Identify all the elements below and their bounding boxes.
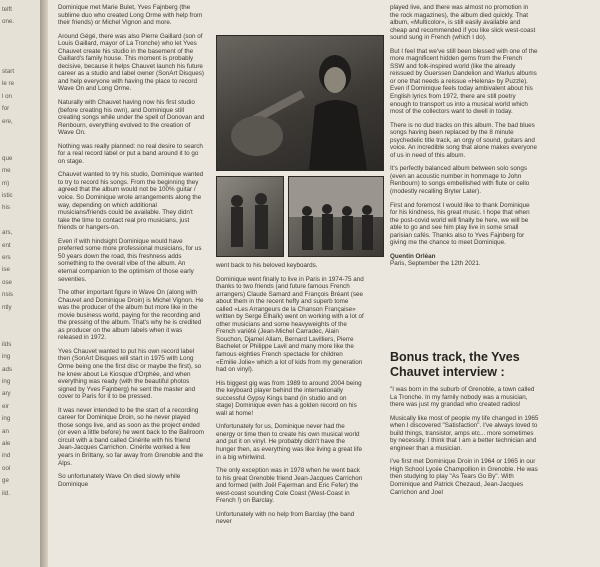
- facing-page-fragment: que: [2, 154, 13, 162]
- paragraph: played live, and there was almost no promotion in the rock magazines), the album died quickly. That album, «Multicolor», is still easily available and cheap and recommended if you like slick west-coast sound sung in French (which I do).: [390, 4, 536, 42]
- facing-page-fragment: start: [2, 68, 15, 75]
- facing-page-fragment: ads: [2, 365, 12, 373]
- facing-page-fragment: for: [2, 105, 10, 113]
- paragraph: It's perfectly balanced album between solo songs (even an acoustic number in hommage to John Renbourn) to songs embellished with flute or cello (modestly recalling Bryter Later).: [390, 165, 530, 196]
- facing-page-fragment: istic: [2, 192, 13, 199]
- facing-page-fragment: ers: [2, 254, 11, 261]
- paragraph: The other important figure in Wave On (along with Chauvet and Dominique Droin) is Michel Vignon. He was the producer of the album but more like in the movie business world, paying for the recording and the pressing of the album. That's why he is credited as producer on the album labels when it was released in 1972.: [58, 289, 204, 342]
- paragraph: Musically like most of people my life changed in 1965 when I discovered "Satisfaction". I've always loved to build things, transistor, amps etc... more sometimes by necessity. I think that I am a better technician and engineer than a musician.: [390, 414, 539, 452]
- paragraph: Dominique went finally to live in Paris in 1974-75 and thanks to two friends (and future famous French arrangers) Claude Samard and François Bréant (see about them in the recent hefty and superb tome called «Les Arrangeurs de la Chanson Française» written by Serge Elhaïk) went on working with a lot of other musicians and some heavyweights of the French variété (Jean-Michel Carradec, Alain Souchon, Djamel Allam, Bernard Lavilliers, Pierre Bachelet or Philippe Lavil and many more like the famous eighties French spectacle for children «Emilie Jolie» which a lot of kids from my generation had on vinyl).: [216, 275, 364, 374]
- paragraph: There is no dud tracks on this album. The bad blues songs having been replaced by the 8 minute psychedelic title track, an orgy of sound, guitars and voice. An incredible song that alone makes everyone of us in need of this album.: [390, 121, 538, 159]
- facing-page-fragment: ise: [2, 266, 10, 274]
- facing-page-fragment: me: [2, 167, 11, 175]
- facing-page-fragment: le re: [2, 80, 15, 88]
- paragraph: Unfortunately with no help from Barclay (the band never: [216, 510, 355, 526]
- paragraph: went back to his beloved keyboards.: [216, 262, 318, 269]
- facing-page-fragment: ge: [2, 477, 9, 485]
- paragraph: Chauvet wanted to try his studio, Dominique wanted to try to record his songs. From the beginning they agreed that the album would not be 100% guitar / voice. So Dominique wrote arrangements along the way, depending on which additional musicians/friends could be available. They didn't take the time to contact real pro musicians, just friends or hangers-on.: [58, 171, 204, 232]
- facing-page-fragment: ing: [2, 415, 11, 423]
- paragraph: His biggest gig was from 1989 to around 2004 being the keyboard player behind the internationally successful Gypsy Kings band (in studio and on stage) Dominique even has a golden record on his wall at home!: [216, 379, 362, 417]
- facing-page-fragment: eir: [2, 402, 9, 410]
- paragraph: Naturally with Chauvet having now his first studio (before creating his own), and Dominique still creating songs while under the spell of Donovan and Renbourn, everything evolved to the creation of Wave On.: [58, 99, 205, 137]
- facing-page-fragment: l on: [2, 92, 12, 100]
- text-column-2: [216, 262, 364, 532]
- paragraph: Unfortunately for us, Dominique never had the energy or time then to create his own musical world and put it on vinyl. He probably didn't have the hunger then, as everything was like living a great life in a big whirlwind.: [216, 423, 362, 461]
- paragraph: "I was born in the suburb of Grenoble, a town called La Tronche. In my family nobody was a musician, there was just my grandad who created radios!: [390, 386, 535, 409]
- facing-page-fragment: his: [2, 204, 10, 212]
- facing-page-fragment: ild.: [2, 489, 10, 497]
- facing-page-fragment: ing: [2, 378, 11, 385]
- facing-page-fragment: ilds: [2, 340, 12, 348]
- facing-page-fragment: ind: [2, 452, 11, 460]
- paragraph: But I feel that we've still been blessed with one of the more magnificent hidden gems from the French SSW and folk-inspired world (like the already reissued by Guerssen Dandelion and Warlus albums or one that needs a reissue «Helena» by Puzzle). Even if Dominique feels today ambivalent about his English lyrics from 1972, there are still poetry enough to transport us into a musical world which most of the collectors want to dwell in today.: [390, 47, 538, 116]
- paragraph: I've first met Dominique Droin in 1964 or 1965 in our High School Lycée Champollion in Grenoble. He was then studying to play "As Tears Go By". With Dominique and Patrick Chezaud, Jean-Jacques Carrichon and Joel: [390, 458, 538, 496]
- paragraph: Around Gégé, there was also Pierre Gaillard (son of Louis Gaillard, mayor of La Tronche) who let Yves Chauvet create his studio in the basement of the Gaillard's family house. This moment is probably decisive, because it helps Chauvet launch his future career as a studio and label owner (SonArt Disques) and help everyone with having the place to record Wave On and Long Orme.: [58, 32, 204, 93]
- paragraph: Even if with hindsight Dominique would have preferred some more professional musicians, for us 50 years down the road, this freshness adds something to the overall vibe of the album. An eternal companion to the optimism of those early seventies.: [58, 237, 202, 283]
- facing-page-fragment: ntly: [2, 303, 12, 311]
- photo-band-standing: [216, 176, 284, 257]
- facing-page-fragment: m): [2, 179, 10, 187]
- facing-page-fragment: an: [2, 427, 9, 435]
- facing-page-fragment: ere,: [2, 117, 13, 125]
- paragraph: Yves Chauvet wanted to put his own record label then (SonArt Disques will start in 1975 with Long Orme being one the first disc or maybe the first), so he knew about Le Kiosque d'Orphée, and when everything was ready (with the beautiful photos signed by Yves Fajnberg) he sent the master and cover to Paris for it to be pressed.: [58, 347, 202, 401]
- photo-figure-graphic: [217, 36, 383, 170]
- facing-page-fragment: one.: [2, 18, 15, 26]
- facing-page-fragment: telft: [2, 6, 12, 13]
- paragraph: First and foremost I would like to thank Dominique for his kindness, his great music. I hope that when the post-covid world will finally be here, we will be able to go and see him play live in some small parisian cafés. Thanks also to Yves Fajnberg for giving me the chance to meet Dominique.: [390, 201, 530, 247]
- facing-page-fragment: ing: [2, 353, 11, 361]
- paragraph: So unfortunately Wave On died slowly while Dominique: [58, 473, 181, 488]
- paragraph: The only exception was in 1978 when he went back to his great Grenoble friend Jean-Jacques Carrichon and formed (with Joël Fajerman and Eric Fefer) the west-coast sounding Cole Coast (West-Coast in French !) on Barclay.: [216, 467, 363, 505]
- photo-group-outdoors: [288, 176, 384, 257]
- facing-page-fragment: ary: [2, 390, 11, 398]
- photo-musician-with-guitar: [216, 35, 384, 171]
- previous-page-edge: [0, 0, 41, 567]
- author-date: Paris, September the 12th 2021.: [390, 260, 481, 268]
- facing-page-fragment: ale: [2, 440, 11, 447]
- paragraph: Dominique met Marie Bulet, Yves Fajnberg (the sublime duo who created Long Orme with help from their friends) or Michel Vignon and more.: [58, 4, 203, 27]
- facing-page-fragment: ars,: [2, 229, 13, 237]
- text-column-1: [58, 4, 206, 494]
- text-column-4: [390, 386, 540, 502]
- photo-figure-graphic: [217, 177, 283, 256]
- bonus-heading: Bonus track, the Yves Chauvet interview :: [390, 350, 520, 379]
- page-spine: [40, 0, 48, 567]
- paragraph: Nothing was really planned: no real desire to search for a real record label or put a band around it to go on stage.: [58, 142, 203, 165]
- facing-page-fragment: ent: [2, 241, 11, 249]
- photo-figure-graphic: [289, 177, 383, 256]
- text-column-3: [390, 4, 538, 274]
- facing-page-fragment: ose: [2, 278, 12, 286]
- facing-page-fragment: nsis: [2, 291, 14, 299]
- author-signature: Quentin Orléan: [390, 252, 436, 260]
- facing-page-fragment: ool: [2, 464, 11, 472]
- paragraph: It was never intended to be the start of a recording career for Dominique Droin, so he never played those songs live, and as soon as the project ended (or even a little before) he went back to the Ballroom circuit with a band called Cinérite with his friend Jean-Jacques Carrichon. Cinérite worked a few years in Brittany, so far away from Grenoble and the Alps.: [58, 406, 204, 467]
